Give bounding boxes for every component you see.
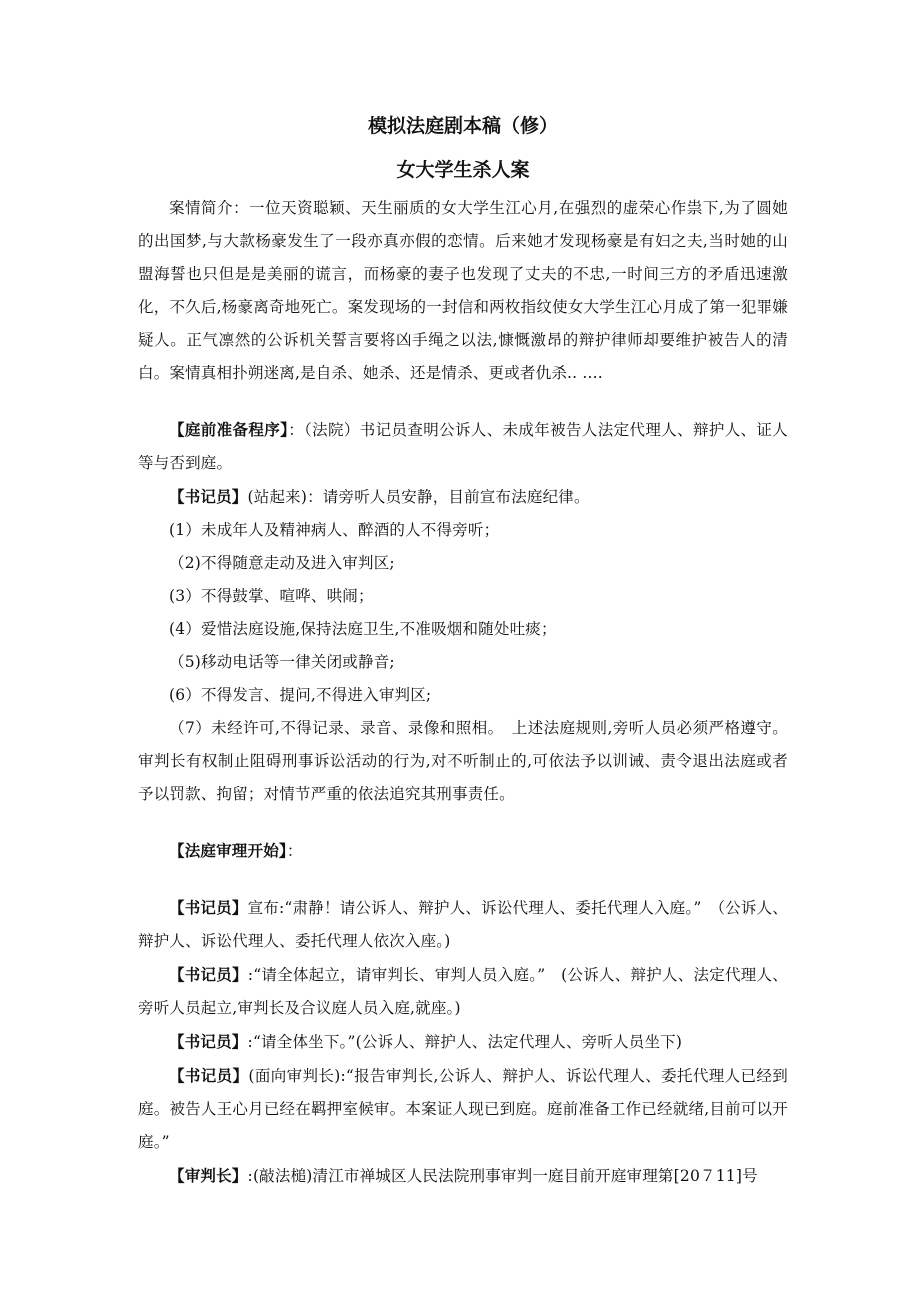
paragraph <box>138 646 788 679</box>
paragraph <box>138 1025 788 1059</box>
paragraph-text: （5)移动电话等一律关闭或静音; <box>169 653 395 671</box>
speaker-label: 【书记员】 <box>169 487 248 506</box>
document-body <box>138 192 788 1193</box>
paragraph <box>138 712 788 811</box>
document-subtitle: 女大学生杀人案 <box>396 159 530 181</box>
document-title: 模拟法庭剧本稿（修） <box>367 115 558 137</box>
paragraph-text: ： <box>286 842 303 860</box>
paragraph <box>138 613 788 646</box>
paragraph <box>138 891 788 958</box>
paragraph <box>138 480 788 514</box>
paragraph-text: 宣布:“肃静！请公诉人、辩护人、诉讼代理人、委托代理人入庭。” （公诉人、辩护人、诉讼代理人、委托代理人依次入座。) <box>138 899 788 950</box>
paragraph-text: :(敲法槌)清江市禅城区人民法院刑事审判一庭目前开庭审理第[20７11]号 <box>247 1167 758 1185</box>
paragraph-text: (4）爱惜法庭设施,保持法庭卫生,不准吸烟和随处吐痰； <box>169 620 557 638</box>
paragraph-text: ：（法院）书记员查明公诉人、未成年被告人法定代理人、辩护人、证人等与否到庭。 <box>138 421 788 472</box>
speaker-label: 【书记员】 <box>169 898 248 917</box>
paragraph <box>138 192 788 390</box>
paragraph <box>138 679 788 712</box>
speaker-label: 【庭前准备程序】 <box>169 420 289 439</box>
paragraph <box>138 413 788 480</box>
paragraph-text: (面向审判长):“报告审判长,公诉人、辩护人、诉讼代理人、委托代理人已经到庭。被告人王心月已经在羁押室候审。本案证人现已到庭。庭前准备工作已经就绪,目前可以开庭。” <box>138 1067 788 1151</box>
paragraph-text: (站起来)：请旁听人员安静，目前宣布法庭纪律。 <box>247 488 590 506</box>
speaker-label: 【审判长】 <box>169 1166 248 1185</box>
paragraph-text: （7）未经许可,不得记录、录音、录像和照相。 上述法庭规则,旁听人员必须严格遵守。审判长有权制止阻碍刑事诉讼活动的行为,对不听制止的,可依法予以训诫、责令退出法庭或者予以罚款、拘留；对情节严重的依法追究其刑事责任。 <box>138 719 788 803</box>
speaker-label: 【书记员】 <box>169 1066 249 1085</box>
speaker-label: 【法庭审理开始】 <box>169 841 287 860</box>
paragraph-text: 案情简介：一位天资聪颖、天生丽质的女大学生江心月,在强烈的虚荣心作祟下,为了圆她的出国梦,与大款杨豪发生了一段亦真亦假的恋情。后来她才发现杨豪是有妇之夫,当时她的山盟海誓也只但是是美丽的谎言，而杨豪的妻子也发现了丈夫的不忠,一时间三方的矛盾迅速激化，不久后,杨豪离奇地死亡。案发现场的一封信和两枚指纹使女大学生江心月成了第一犯罪嫌疑人。正气凛然的公诉机关誓言要将凶手绳之以法,慷慨激昂的辩护律师却要维护被告人的清白。案情真相扑朔迷离,是自杀、她杀、还是情杀、更或者仇杀.. .... <box>138 199 788 382</box>
paragraph-text: :“请全体坐下。”(公诉人、辩护人、法定代理人、旁听人员坐下) <box>247 1033 683 1051</box>
paragraph-text: :“请全体起立，请审判长、审判人员入庭。” (公诉人、辩护人、法定代理人、旁听人员起立,审判长及合议庭人员入庭,就座。) <box>138 966 788 1017</box>
document-page <box>138 112 788 1193</box>
paragraph-text: (3）不得鼓掌、喧哗、哄闹； <box>169 587 374 605</box>
speaker-label: 【书记员】 <box>169 1032 248 1051</box>
paragraph-text: (1）未成年人及精神病人、醉酒的人不得旁听； <box>169 521 500 539</box>
paragraph <box>138 958 788 1025</box>
paragraph-text: (6）不得发言、提问,不得进入审判区; <box>169 686 432 704</box>
paragraph <box>138 580 788 613</box>
paragraph-text: （2)不得随意走动及进入审判区; <box>169 554 395 572</box>
paragraph <box>138 514 788 547</box>
paragraph <box>138 1159 788 1193</box>
paragraph <box>138 547 788 580</box>
paragraph <box>138 1059 788 1159</box>
speaker-label: 【书记员】 <box>169 965 248 984</box>
paragraph <box>138 834 788 868</box>
